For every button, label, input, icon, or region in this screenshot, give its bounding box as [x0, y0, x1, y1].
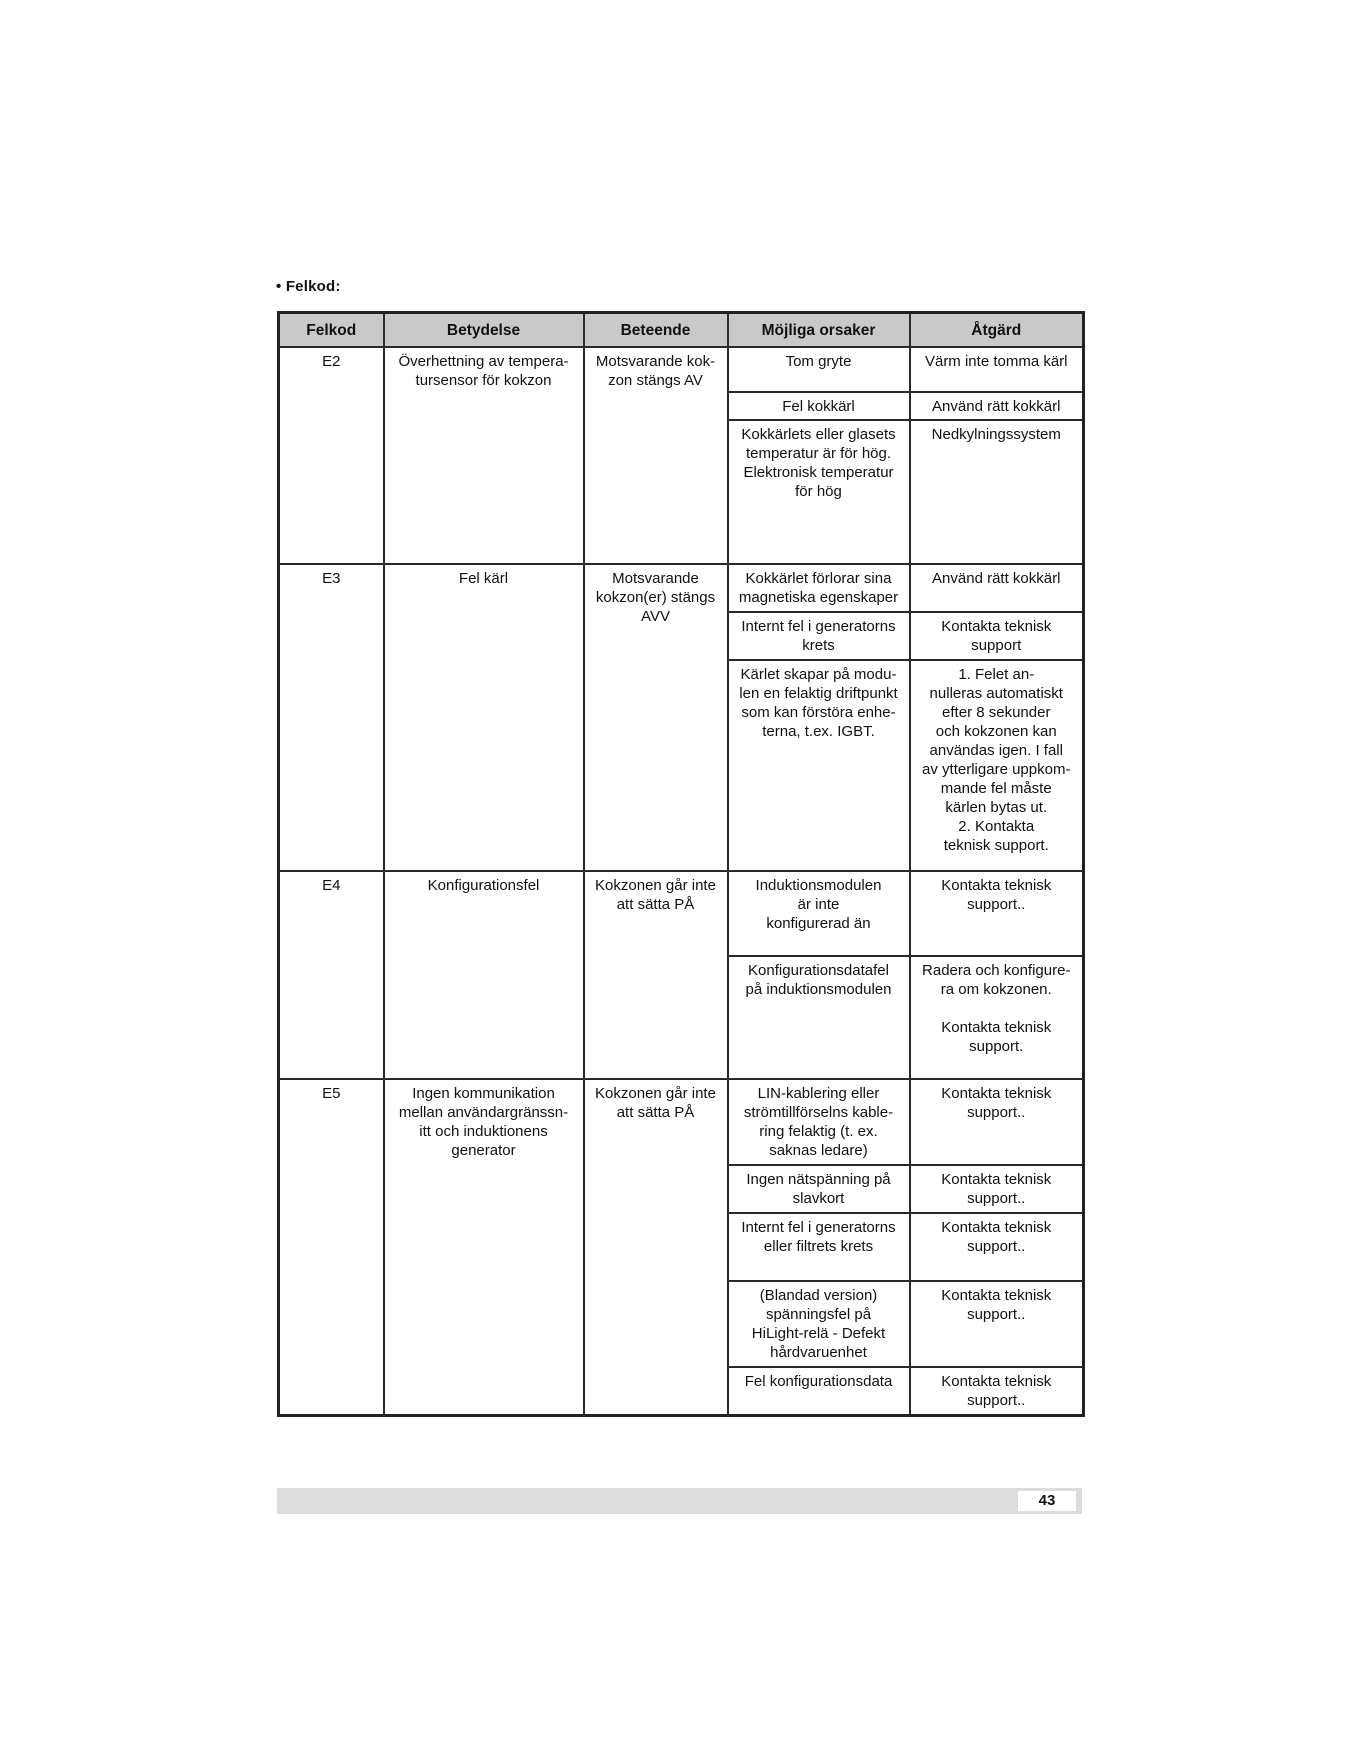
header-atgard: Åtgärd — [910, 313, 1084, 348]
code-cell: E5 — [279, 1079, 384, 1416]
meaning-cell: Fel kärl — [384, 564, 584, 871]
table-row — [279, 564, 1084, 612]
action-cell: Värm inte tomma kärl — [910, 347, 1084, 392]
header-felkod: Felkod — [279, 313, 384, 348]
action-cell: Kontakta teknisk support.. — [910, 1079, 1084, 1165]
cause-cell: Internt fel i generatorns krets — [728, 612, 910, 660]
meaning-cell: Konfigurationsfel — [384, 871, 584, 1079]
cause-cell: Fel kokkärl — [728, 392, 910, 420]
action-cell: Kontakta teknisk support.. — [910, 1165, 1084, 1213]
action-cell: Använd rätt kokkärl — [910, 392, 1084, 420]
cause-cell: LIN-kablering eller strömtillförselns kable- ring felaktig (t. ex. saknas ledare) — [728, 1079, 910, 1165]
cause-cell: Fel konfigurationsdata — [728, 1367, 910, 1416]
cause-cell: (Blandad version) spänningsfel på HiLight-relä - Defekt hårdvaruenhet — [728, 1281, 910, 1367]
action-cell: 1. Felet an- nulleras automatiskt efter 8 sekunder och kokzonen kan användas igen. I fall av ytterligare uppkom- mande fel måste kärlen bytas ut. 2. Kontakta teknisk support. — [910, 660, 1084, 871]
cause-cell: Kokkärlets eller glasets temperatur är för hög. Elektronisk temperatur för hög — [728, 420, 910, 564]
behavior-cell: Kokzonen går inte att sätta PÅ — [584, 1079, 728, 1416]
action-cell: Kontakta teknisk support — [910, 612, 1084, 660]
meaning-cell: Ingen kommunikation mellan användargränssn- itt och induktionens generator — [384, 1079, 584, 1416]
cause-cell: Internt fel i generatorns eller filtrets krets — [728, 1213, 910, 1281]
code-cell: E2 — [279, 347, 384, 564]
table-row — [279, 1079, 1084, 1165]
cause-cell: Ingen nätspänning på slavkort — [728, 1165, 910, 1213]
header-betydelse: Betydelse — [384, 313, 584, 348]
footer-bar — [277, 1488, 1082, 1514]
action-cell: Använd rätt kokkärl — [910, 564, 1084, 612]
table-row — [279, 347, 1084, 392]
cause-cell: Kärlet skapar på modu- len en felaktig driftpunkt som kan förstöra enhe- terna, t.ex. IGBT. — [728, 660, 910, 871]
code-cell: E4 — [279, 871, 384, 1079]
header-beteende: Beteende — [584, 313, 728, 348]
cause-cell: Tom gryte — [728, 347, 910, 392]
behavior-cell: Motsvarande kokzon(er) stängs AVV — [584, 564, 728, 871]
behavior-cell: Kokzonen går inte att sätta PÅ — [584, 871, 728, 1079]
cause-cell: Kokkärlet förlorar sina magnetiska egenskaper — [728, 564, 910, 612]
table-row — [279, 871, 1084, 956]
page-number: 43 — [1018, 1491, 1076, 1511]
action-cell: Nedkylningssystem — [910, 420, 1084, 564]
action-cell: Kontakta teknisk support.. — [910, 1367, 1084, 1416]
meaning-cell: Överhettning av tempera- tursensor för kokzon — [384, 347, 584, 564]
table-header-row — [279, 313, 1084, 348]
action-cell: Kontakta teknisk support.. — [910, 871, 1084, 956]
action-cell: Radera och konfigure- ra om kokzonen. Kontakta teknisk support. — [910, 956, 1084, 1079]
code-cell: E3 — [279, 564, 384, 871]
error-code-table — [277, 311, 1085, 1417]
cause-cell: Konfigurationsdatafel på induktionsmodulen — [728, 956, 910, 1079]
action-cell: Kontakta teknisk support.. — [910, 1281, 1084, 1367]
section-heading: • Felkod: — [276, 278, 341, 295]
action-cell: Kontakta teknisk support.. — [910, 1213, 1084, 1281]
cause-cell: Induktionsmodulen är inte konfigurerad än — [728, 871, 910, 956]
behavior-cell: Motsvarande kok- zon stängs AV — [584, 347, 728, 564]
header-mojliga-orsaker: Möjliga orsaker — [728, 313, 910, 348]
